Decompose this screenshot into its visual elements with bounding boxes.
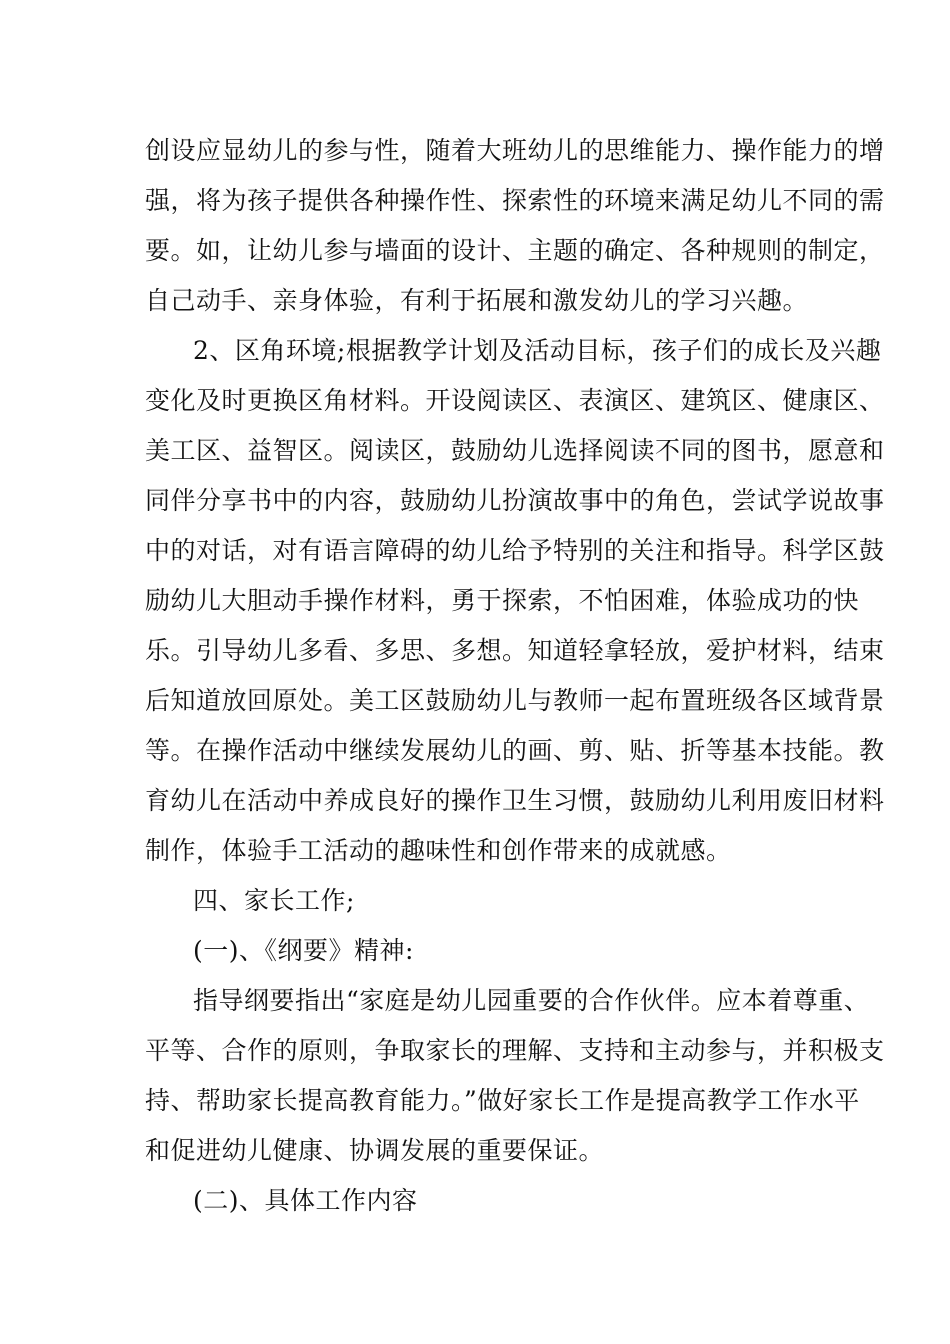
body-text-line: 持、帮助家长提高教育能力。”做好家长工作是提高教学工作水平 [145,1086,860,1115]
body-text-line: 要。如，让幼儿参与墙面的设计、主题的确定、各种规则的制定， [145,236,885,265]
body-text-line: 创设应显幼儿的参与性，随着大班幼儿的思维能力、操作能力的增 [145,136,885,165]
body-text-line: 制作，体验手工活动的趣味性和创作带来的成就感。 [145,836,732,865]
body-text-line: 变化及时更换区角材料。开设阅读区、表演区、建筑区、健康区、 [145,386,885,415]
body-text-line: 美工区、益智区。阅读区，鼓励幼儿选择阅读不同的图书，愿意和 [145,436,885,465]
body-text-line: 后知道放回原处。美工区鼓励幼儿与教师一起布置班级各区域背景 [145,686,885,715]
body-text-line: 和促进幼儿健康、协调发展的重要保证。 [145,1136,605,1165]
body-text-line: 指导纲要指出“家庭是幼儿园重要的合作伙伴。应本着尊重、 [193,986,870,1015]
body-text-line: 中的对话，对有语言障碍的幼儿给予特别的关注和指导。科学区鼓 [145,536,885,565]
body-text-line: 同伴分享书中的内容，鼓励幼儿扮演故事中的角色，尝试学说故事 [145,486,885,515]
body-text-line: 乐。引导幼儿多看、多思、多想。知道轻拿轻放，爱护材料，结束 [145,636,885,665]
subsection-heading: (一)、《纲要》精神: [193,936,414,965]
body-text-line: 育幼儿在活动中养成良好的操作卫生习惯，鼓励幼儿利用废旧材料 [145,786,885,815]
subsection-heading: (二)、具体工作内容 [193,1186,418,1215]
body-text-line: 励幼儿大胆动手操作材料，勇于探索，不怕困难，体验成功的快 [145,586,860,615]
body-text-line: 2、区角环境;根据教学计划及活动目标，孩子们的成长及兴趣 [193,336,882,365]
body-text-line: 自己动手、亲身体验，有利于拓展和激发幼儿的学习兴趣。 [145,286,809,315]
body-text-line: 等。在操作活动中继续发展幼儿的画、剪、贴、折等基本技能。教 [145,736,885,765]
section-heading: 四、家长工作; [193,886,355,915]
body-text-line: 平等、合作的原则，争取家长的理解、支持和主动参与，并积极支 [145,1036,885,1065]
body-text-line: 强，将为孩子提供各种操作性、探索性的环境来满足幼儿不同的需 [145,186,885,215]
